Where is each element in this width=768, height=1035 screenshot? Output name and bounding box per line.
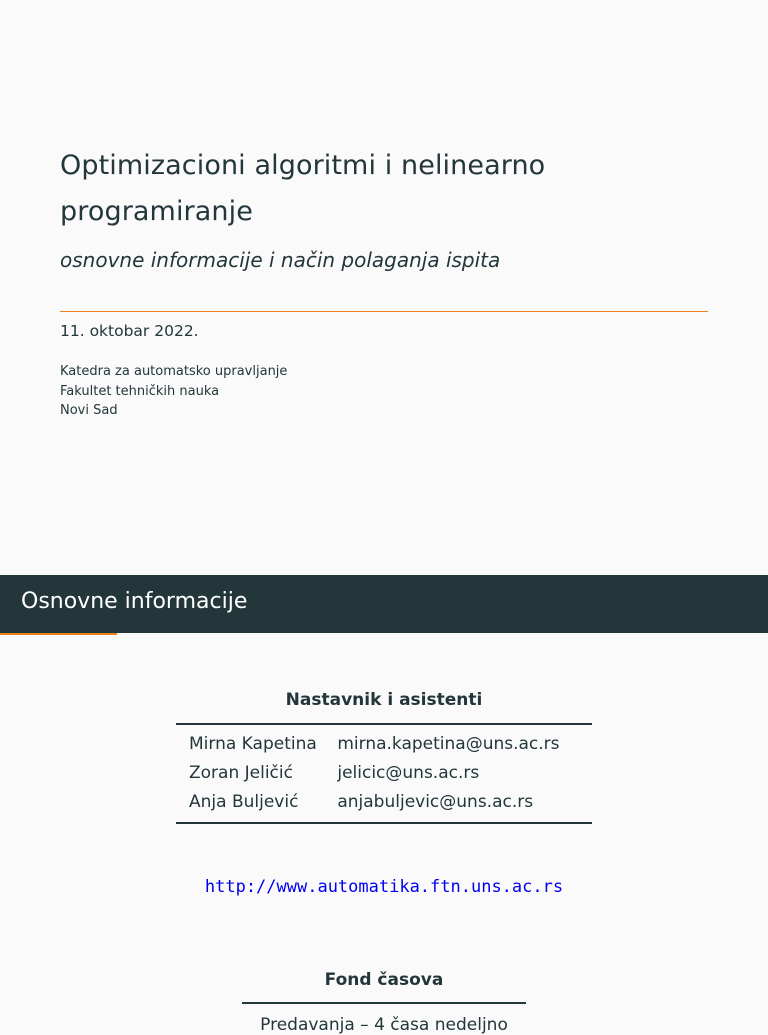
- staff-name: Mirna Kapetina: [189, 734, 317, 754]
- hours-heading: Fond časova: [324, 970, 444, 990]
- staff-email[interactable]: jelicic@uns.ac.rs: [337, 763, 480, 783]
- institute-line-city: Novi Sad: [60, 403, 118, 418]
- presentation-title: [60, 143, 660, 235]
- staff-heading: Nastavnik i asistenti: [285, 690, 483, 710]
- staff-table-bottom-rule: [176, 822, 592, 824]
- table-row: [176, 730, 592, 759]
- title-separator: [60, 311, 708, 312]
- staff-name: Anja Buljević: [189, 792, 299, 812]
- hours-table-top-rule: [242, 1002, 526, 1004]
- table-row: [176, 759, 592, 788]
- presentation-subtitle: osnovne informacije i način polaganja ispita: [60, 248, 501, 272]
- presentation-date: 11. oktobar 2022.: [60, 322, 199, 340]
- title-line-2: programiranje: [60, 196, 253, 227]
- staff-name: Zoran Jeličić: [189, 763, 293, 783]
- progress-bar: [0, 633, 117, 635]
- staff-email[interactable]: mirna.kapetina@uns.ac.rs: [337, 734, 560, 754]
- table-row: [176, 788, 592, 817]
- info-slide: [0, 575, 768, 1035]
- staff-table-top-rule: [176, 723, 592, 725]
- staff-table: [176, 730, 592, 817]
- institute-line-faculty: Fakultet tehničkih nauka: [60, 383, 220, 399]
- frame-header-bar: [0, 575, 768, 633]
- title-line-1: Optimizacioni algoritmi i nelinearno: [60, 150, 546, 181]
- hours-row-lectures: Predavanja – 4 časa nedeljno: [260, 1015, 508, 1035]
- department-url-link[interactable]: http://www.automatika.ftn.uns.ac.rs: [204, 877, 564, 897]
- staff-email[interactable]: anjabuljevic@uns.ac.rs: [337, 792, 534, 812]
- institute-block: [60, 362, 287, 421]
- institute-line-department: Katedra za automatsko upravljanje: [60, 364, 288, 379]
- frame-title: Osnovne informacije: [21, 589, 248, 614]
